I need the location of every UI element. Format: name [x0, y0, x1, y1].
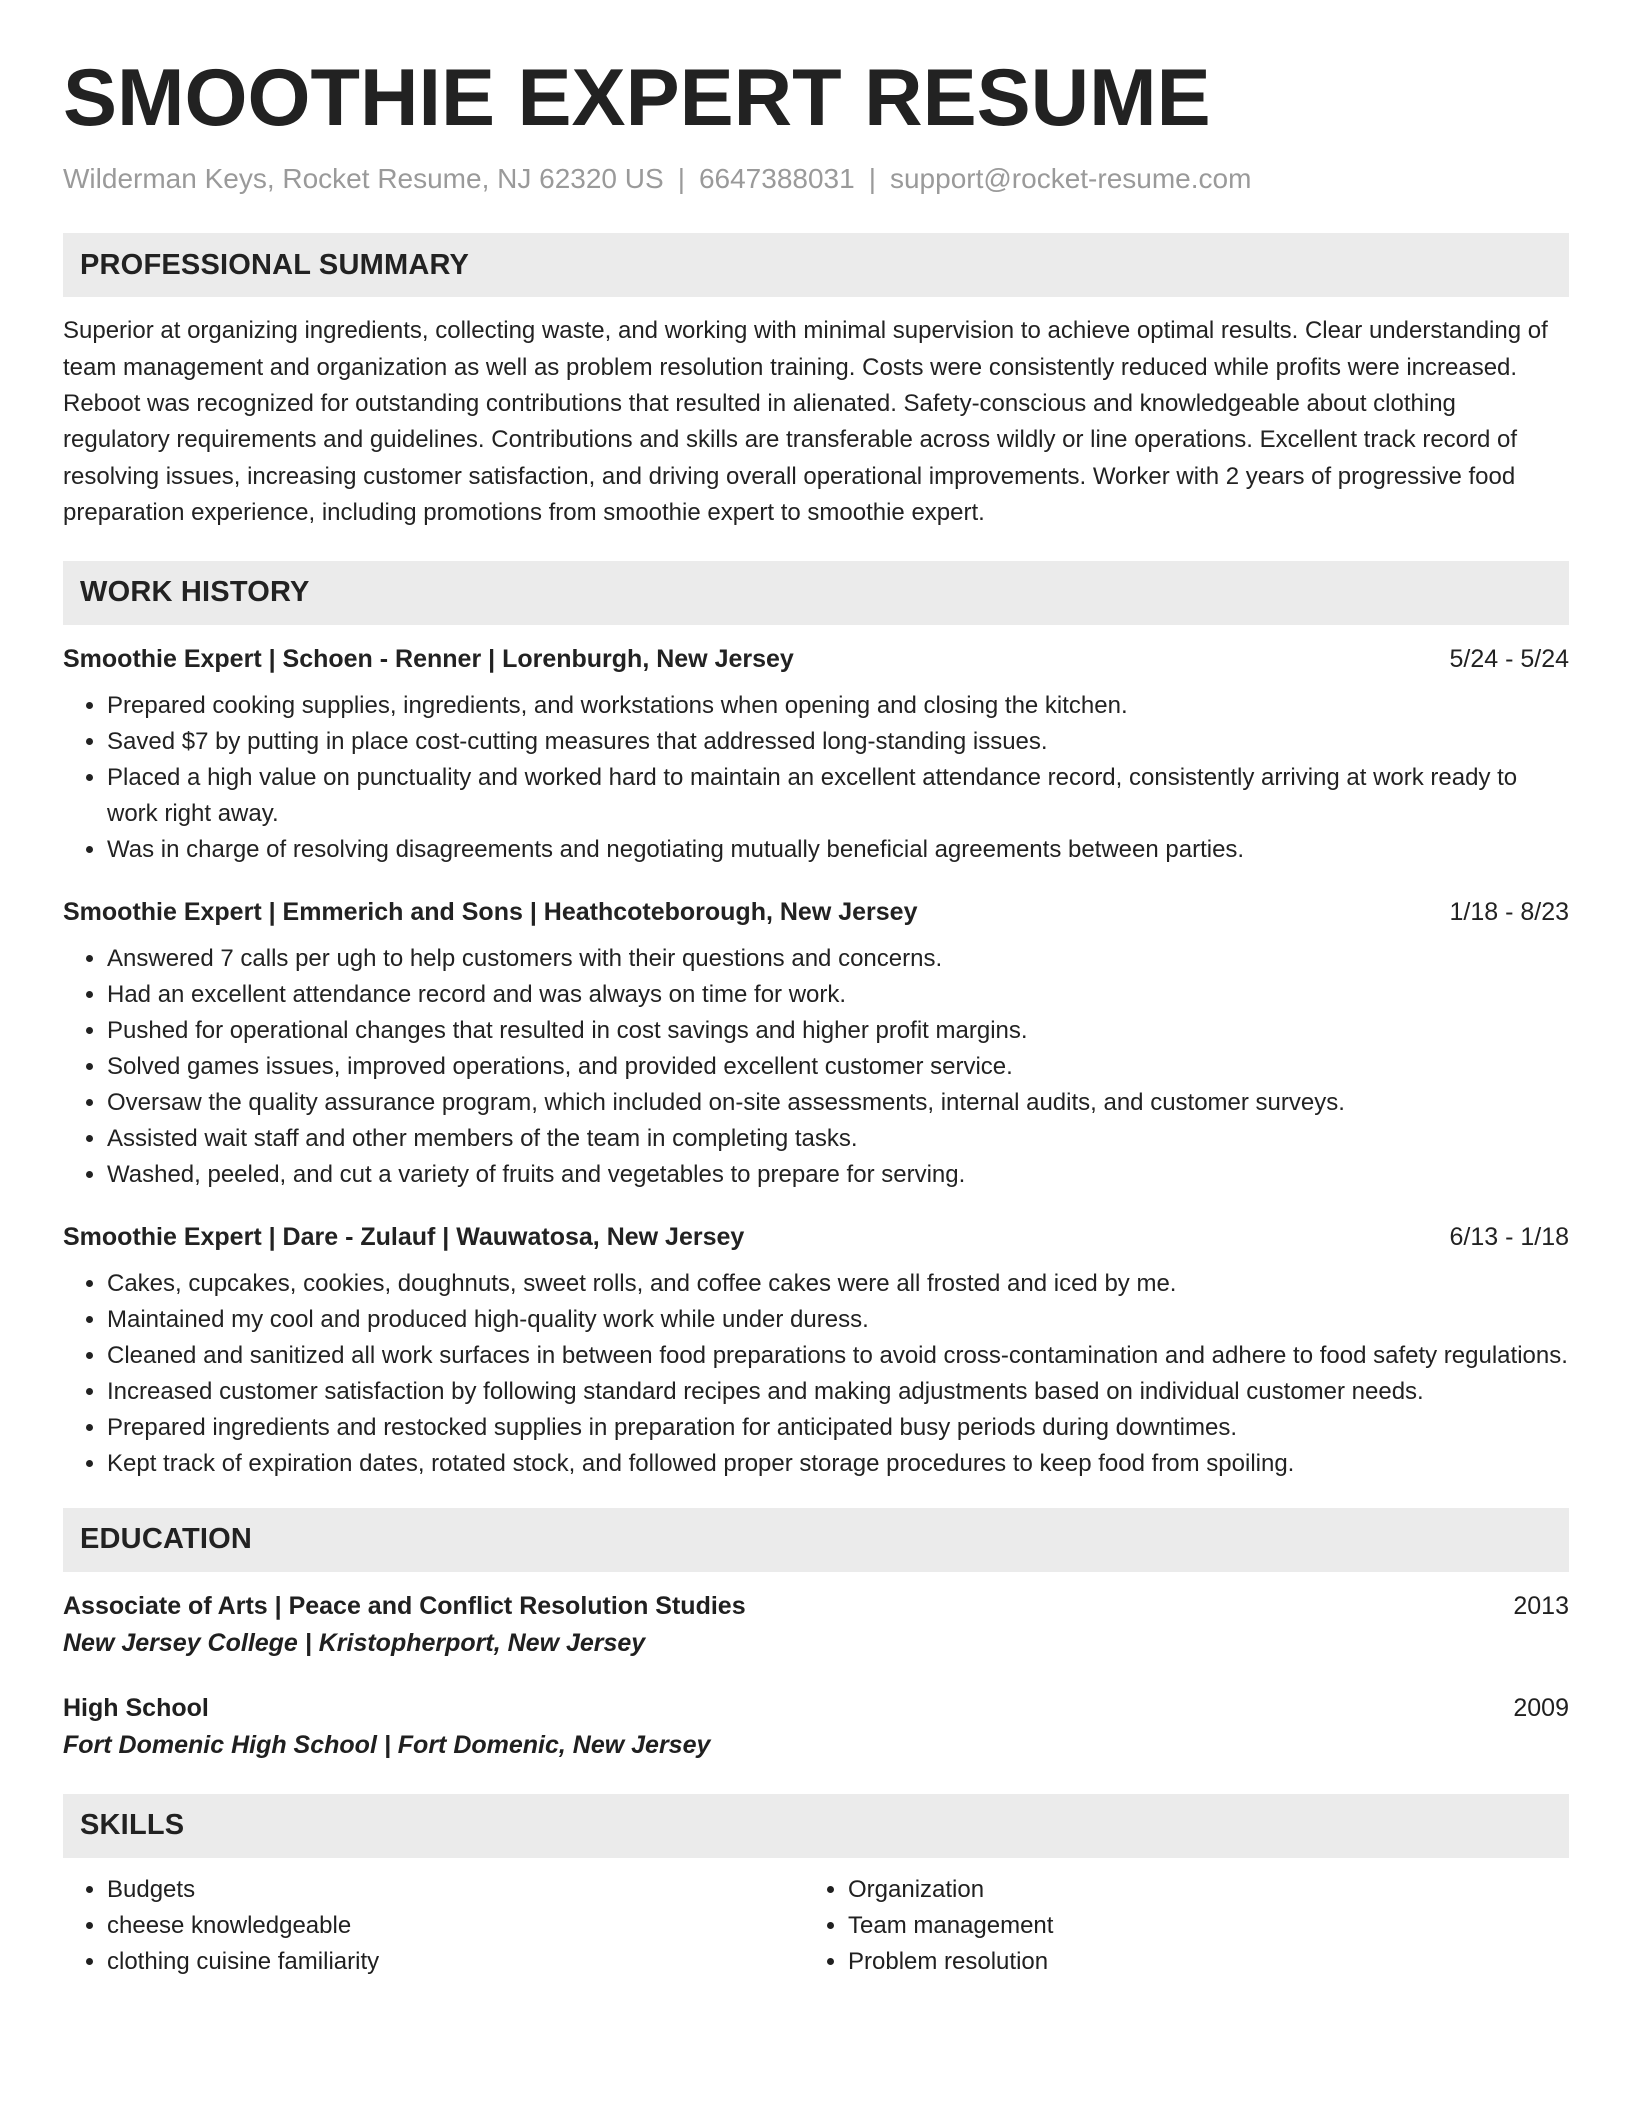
skill-item: • Organization	[848, 1872, 1545, 1908]
section-heading-summary: PROFESSIONAL SUMMARY	[63, 233, 1569, 297]
skill-item: • clothing cuisine familiarity	[107, 1944, 804, 1980]
job-bullet: • Solved games issues, improved operations, and provided excellent customer service.	[107, 1049, 1569, 1085]
job-bullet: • Pushed for operational changes that resulted in cost savings and higher profit margins.	[107, 1013, 1569, 1049]
skills-column-right	[804, 1872, 1545, 1980]
contact-line	[63, 163, 1569, 195]
job-title: Smoothie Expert | Schoen - Renner | Lorenburgh, New Jersey	[63, 644, 794, 673]
education-school: New Jersey College | Kristopherport, New Jersey	[63, 1628, 646, 1657]
job-header	[63, 645, 1569, 674]
education-year: 2009	[1513, 1693, 1569, 1722]
job-bullet: • Saved $7 by putting in place cost-cutting measures that addressed long-standing issues.	[107, 724, 1569, 760]
job-dates: 6/13 - 1/18	[1449, 1222, 1569, 1251]
job-bullet: • Was in charge of resolving disagreements and negotiating mutually beneficial agreements between parties.	[107, 832, 1569, 868]
job-header	[63, 898, 1569, 927]
job-bullet: • Cleaned and sanitized all work surfaces in between food preparations to avoid cross-contamination and adhere to food safety regulations.	[107, 1338, 1569, 1374]
job-entry	[63, 898, 1569, 1193]
job-bullet: • Oversaw the quality assurance program, which included on-site assessments, internal audits, and customer surveys.	[107, 1085, 1569, 1121]
contact-email: support@rocket-resume.com	[889, 163, 1252, 195]
education-header	[63, 1592, 1569, 1621]
job-bullet: • Assisted wait staff and other members of the team in completing tasks.	[107, 1121, 1569, 1157]
job-dates: 1/18 - 8/23	[1449, 897, 1569, 926]
section-heading-education: EDUCATION	[63, 1508, 1569, 1572]
job-bullet: • Washed, peeled, and cut a variety of fruits and vegetables to prepare for serving.	[107, 1157, 1569, 1193]
job-title: Smoothie Expert | Dare - Zulauf | Wauwatosa, New Jersey	[63, 1222, 745, 1251]
education-entry	[63, 1694, 1569, 1760]
education-entry	[63, 1592, 1569, 1658]
summary-text: Superior at organizing ingredients, collecting waste, and working with minimal supervision to achieve optimal results. Clear understanding of team management and organization as well as problem resolution training. Costs were consistently reduced while profits were increased. Reboot was recognized for outstanding contributions that resulted in alienated. Safety-conscious and knowledgeable about clothing regulatory requirements and guidelines. Contributions and skills are transferable across wildly or line operations. Excellent track record of resolving issues, increasing customer satisfaction, and driving overall operational improvements. Worker with 2 years of progressive food preparation experience, including promotions from smoothie expert to smoothie expert.	[63, 317, 1548, 527]
job-header	[63, 1223, 1569, 1252]
job-bullet: • Answered 7 calls per ugh to help customers with their questions and concerns.	[107, 941, 1569, 977]
job-bullets	[63, 941, 1569, 1193]
resume-title: SMOOTHIE EXPERT RESUME	[63, 53, 1211, 143]
contact-phone: 6647388031	[698, 163, 855, 195]
section-heading-skills: SKILLS	[63, 1794, 1569, 1858]
education-school: Fort Domenic High School | Fort Domenic, New Jersey	[63, 1730, 711, 1759]
job-entry	[63, 1223, 1569, 1482]
job-bullet: • Increased customer satisfaction by following standard recipes and making adjustments based on individual customer needs.	[107, 1374, 1569, 1410]
job-bullet: • Prepared ingredients and restocked supplies in preparation for anticipated busy periods during downtimes.	[107, 1410, 1569, 1446]
skills-list	[63, 1872, 1569, 1980]
contact-address: Wilderman Keys, Rocket Resume, NJ 62320 US	[63, 163, 664, 195]
contact-separator: |	[868, 163, 876, 195]
job-bullets	[63, 688, 1569, 868]
job-bullet: • Placed a high value on punctuality and worked hard to maintain an excellent attendance record, consistently arriving at work ready to work right away.	[107, 760, 1569, 832]
education-degree: Associate of Arts | Peace and Conflict Resolution Studies	[63, 1591, 746, 1620]
job-entry	[63, 645, 1569, 868]
skills-column-left	[63, 1872, 804, 1980]
contact-separator: |	[677, 163, 685, 195]
education-header	[63, 1694, 1569, 1723]
section-heading-work-history: WORK HISTORY	[63, 561, 1569, 625]
job-title: Smoothie Expert | Emmerich and Sons | Heathcoteborough, New Jersey	[63, 897, 918, 926]
job-dates: 5/24 - 5/24	[1449, 644, 1569, 673]
job-bullet: • Had an excellent attendance record and was always on time for work.	[107, 977, 1569, 1013]
education-year: 2013	[1513, 1591, 1569, 1620]
skill-item: • Team management	[848, 1908, 1545, 1944]
job-bullet: • Prepared cooking supplies, ingredients, and workstations when opening and closing the kitchen.	[107, 688, 1569, 724]
job-bullet: • Cakes, cupcakes, cookies, doughnuts, sweet rolls, and coffee cakes were all frosted and iced by me.	[107, 1266, 1569, 1302]
skill-item: • cheese knowledgeable	[107, 1908, 804, 1944]
job-bullet: • Kept track of expiration dates, rotated stock, and followed proper storage procedures to keep food from spoiling.	[107, 1446, 1569, 1482]
job-bullets	[63, 1266, 1569, 1482]
skill-item: • Budgets	[107, 1872, 804, 1908]
skill-item: • Problem resolution	[848, 1944, 1545, 1980]
job-bullet: • Maintained my cool and produced high-quality work while under duress.	[107, 1302, 1569, 1338]
education-degree: High School	[63, 1693, 209, 1722]
